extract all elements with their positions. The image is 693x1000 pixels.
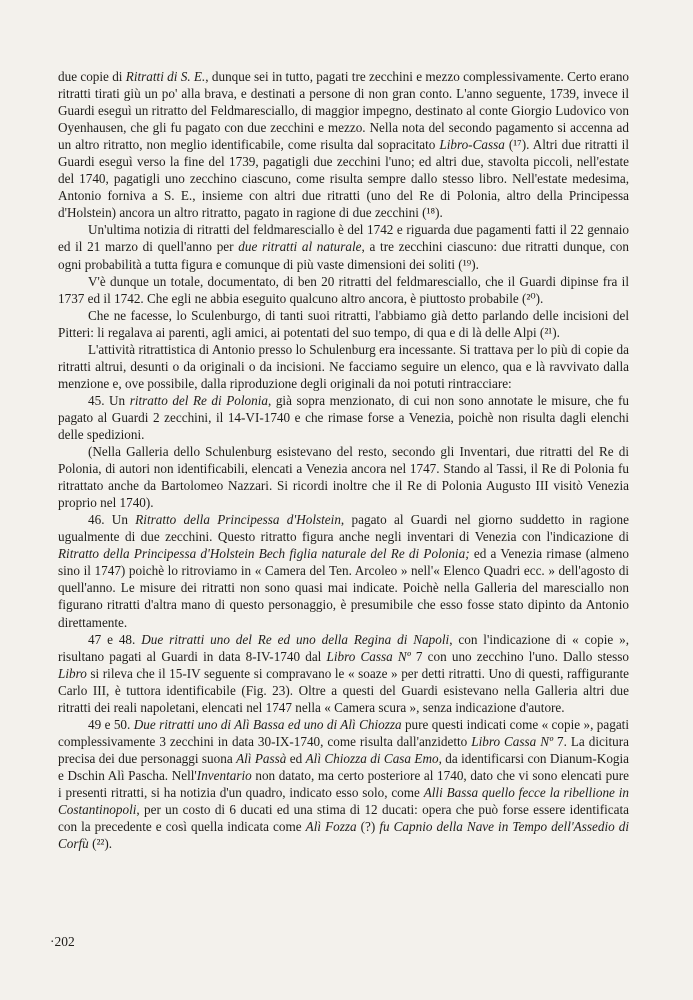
text-run: non datato, ma certo posteriore al 1740, dato che vi sono elencati pure i presenti ritratti, si ha notizia d'un quadro, indicato esso solo, come — [58, 767, 629, 800]
italic-text: fu Capnio della Nave in Tempo dell'Assedio di Corfù — [58, 819, 630, 852]
text-run: (²²). — [88, 836, 113, 852]
text-run: pure questi indicati come « copie », pagati complessivamente 3 zecchini in data 30-IX-1740, come risulta dall'anzidetto — [58, 716, 629, 749]
text-run: (?) — [356, 819, 380, 835]
italic-text: Libro Cassa Nº — [326, 648, 411, 664]
italic-text: Libro Cassa Nº — [471, 733, 554, 749]
italic-text: Alì Fozza — [305, 819, 357, 835]
text-run: , già sopra menzionato, di cui non sono annotate le misure, che fu pagato al Guardi 2 zecchini, il 14-VI-1740 e che rimase forse a Venezia, poichè non risulta dagli elenchi delle spedizioni. — [58, 392, 629, 442]
text-run: Che ne facesse, lo Sculenburgo, di tanti suoi ritratti, l'abbiamo già detto parlando delle incisioni del Pitteri: li regalava ai parenti, agli amici, ai potentati del suo tempo, di qua e di là delle Alpi (²¹). — [58, 307, 629, 340]
italic-text: Ritratto della Principessa d'Holstein Bech figlia naturale del Re di Polonia; — [58, 546, 470, 562]
page-number: ·202 — [50, 934, 75, 949]
text-run: si rileva che il 15-IV seguente si compravano le « soaze » per detti ritratti. Uno di questi, raffigurante Carlo III, è tuttora identificabile (Fig. 23). Oltre a questi del Guardi esistevano nella Galleria altri due ritratti dei reali napoletani, elencati nel 1747 nella « Camera scura », senza indicazione d'autore. — [58, 665, 629, 715]
text-run: , da identificarsi con Dianum-Kogia e Dschin Alì Pascha. Nell' — [58, 750, 630, 783]
text-run: , con l'indicazione di « copie », risultano pagati al Guardi in data 8-IV-1740 dal — [58, 631, 629, 664]
text-run: 45. Un — [88, 392, 130, 408]
paragraph — [58, 221, 629, 272]
paragraph — [58, 716, 629, 852]
text-run: (Nella Galleria dello Schulenburg esistevano del resto, secondo gli Inventari, due ritratti del Re di Polonia, di autori non identificabili, elencati a Venezia ancora nel 1747. Stando al Tassi, il Re di Polonia fu ritrattato anche da Bartolomeo Nazzari. Si ricordi inoltre che il Re di Polonia Augusto III visitò Venezia proprio nel 1740). — [58, 444, 629, 511]
text-run: , per un costo di 6 ducati ed una stima di 12 ducati: opera che può forse essere identificata con la precedente e così quella indicata come — [58, 802, 629, 835]
text-run: (¹⁷). Altri due ritratti il Guardi eseguì verso la fine del 1739, pagatigli due zecchini l'uno; ed altri due, stavolta piccoli, nell'estate del 1740, pagatigli uno zecchino ciascuno, come risulta sempre dallo stesso libro. Nell'estate medesima, Antonio forniva a S. E., insieme con altri due ritratti (uno del Re di Polonia, altro della Principessa d'Holstein) ancora un altro ritratto, pagato in ragione di due zecchini (¹⁸). — [58, 137, 629, 221]
italic-text: Alì Chiozza di Casa Emo — [305, 750, 439, 766]
paragraph — [58, 307, 629, 341]
italic-text: Alì Passà — [236, 750, 287, 766]
paragraph — [58, 443, 629, 511]
italic-text: Libro — [58, 665, 87, 681]
text-run: 47 e 48. — [88, 631, 142, 647]
paragraph — [58, 392, 629, 443]
text-run: 7. La dicitura precisa dei due personaggi suona — [58, 733, 630, 766]
paragraph — [58, 511, 629, 630]
italic-text: Alli Bassa quello fecce la ribellione in Costantinopoli — [58, 784, 629, 818]
body-text — [58, 68, 629, 852]
text-run: ed a Venezia rimase (almeno sino il 1747) poichè lo ritroviamo in « Camera del Ten. Arcoleo » nell'« Elenco Quadri ecc. » dell'agosto di quell'anno. Le misure dei ritratti non sono quasi mai indicate. Poichè nella Galleria del maresciallo non figurano ritratti d'altra mano di questo personaggio, è presumibile che esso fosse stato dipinto da Antonio direttamente. — [58, 546, 629, 630]
italic-text: ritratto del Re di Polonia — [129, 392, 268, 408]
text-run: L'attività ritrattistica di Antonio presso lo Schulenburg era incessante. Si trattava per lo più di copie da ritratti altrui, desunti o da originali o da incisioni. Ne facciamo seguire un elenco, qua e là ravvivato dalla menzione e, ove possibile, dalla riproduzione degli originali da noi potuti rintracciare: — [58, 341, 629, 391]
paragraph — [58, 273, 629, 307]
text-run: 49 e 50. — [88, 716, 134, 732]
italic-text: Due ritratti uno di Alì Bassa ed uno di Alì Chiozza — [133, 716, 402, 732]
italic-text: Libro-Cassa — [439, 137, 505, 153]
text-run: V'è dunque un totale, documentato, di ben 20 ritratti del feldmaresciallo, che il Guardi dipinse fra il 1737 ed il 1742. Che egli ne abbia eseguito qualcuno altro ancora, è piuttosto probabile (²⁰). — [58, 273, 629, 306]
italic-text: Due ritratti uno del Re ed uno della Regina di Napoli — [141, 631, 450, 647]
text-run: , dunque sei in tutto, pagati tre zecchini e mezzo complessivamente. Certo erano ritratti tirati giù un po' alla brava, e destinati a persone di non gran conto. L'anno seguente, 1739, invece il Guardi eseguì un ritratto del Feldmaresciallo, di maggior impegno, destinato al conte Giorgio Ludovico von Oyenhausen, che gli fu pagato con due zecchini e mezzo. Nella nota del secondo pagamento si accenna ad un altro ritratto, non meglio identificabile, come risulta dal sopracitato — [58, 69, 630, 153]
text-run: Un'ultima notizia di ritratti del feldmaresciallo è del 1742 e riguarda due pagamenti fatti il 22 gennaio ed il 21 marzo di quell'anno per — [58, 222, 629, 255]
text-run: 46. Un — [88, 512, 136, 528]
text-run: due copie di — [58, 69, 126, 84]
paragraph — [58, 341, 629, 392]
italic-text: Inventario — [196, 767, 252, 783]
text-run: 7 con uno zecchino l'uno. Dallo stesso — [410, 648, 630, 664]
paragraph — [58, 68, 629, 221]
italic-text: Ritratto della Principessa d'Holstein — [135, 512, 341, 528]
text-run: ed — [286, 750, 306, 766]
italic-text: Ritratti di S. E. — [125, 69, 206, 84]
text-run: , pagato al Guardi nel giorno suddetto in ragione ugualmente di due zecchini. Questo ritratto figura anche negli inventari di Venezia con l'indicazione di — [58, 512, 629, 545]
italic-text: due ritratti al naturale — [238, 239, 362, 255]
paragraph — [58, 631, 629, 716]
text-run: , a tre zecchini ciascuno: due ritratti dunque, con ogni probabilità a tutta figura e comunque di più vaste dimensioni dei soliti (¹⁹). — [58, 239, 629, 272]
